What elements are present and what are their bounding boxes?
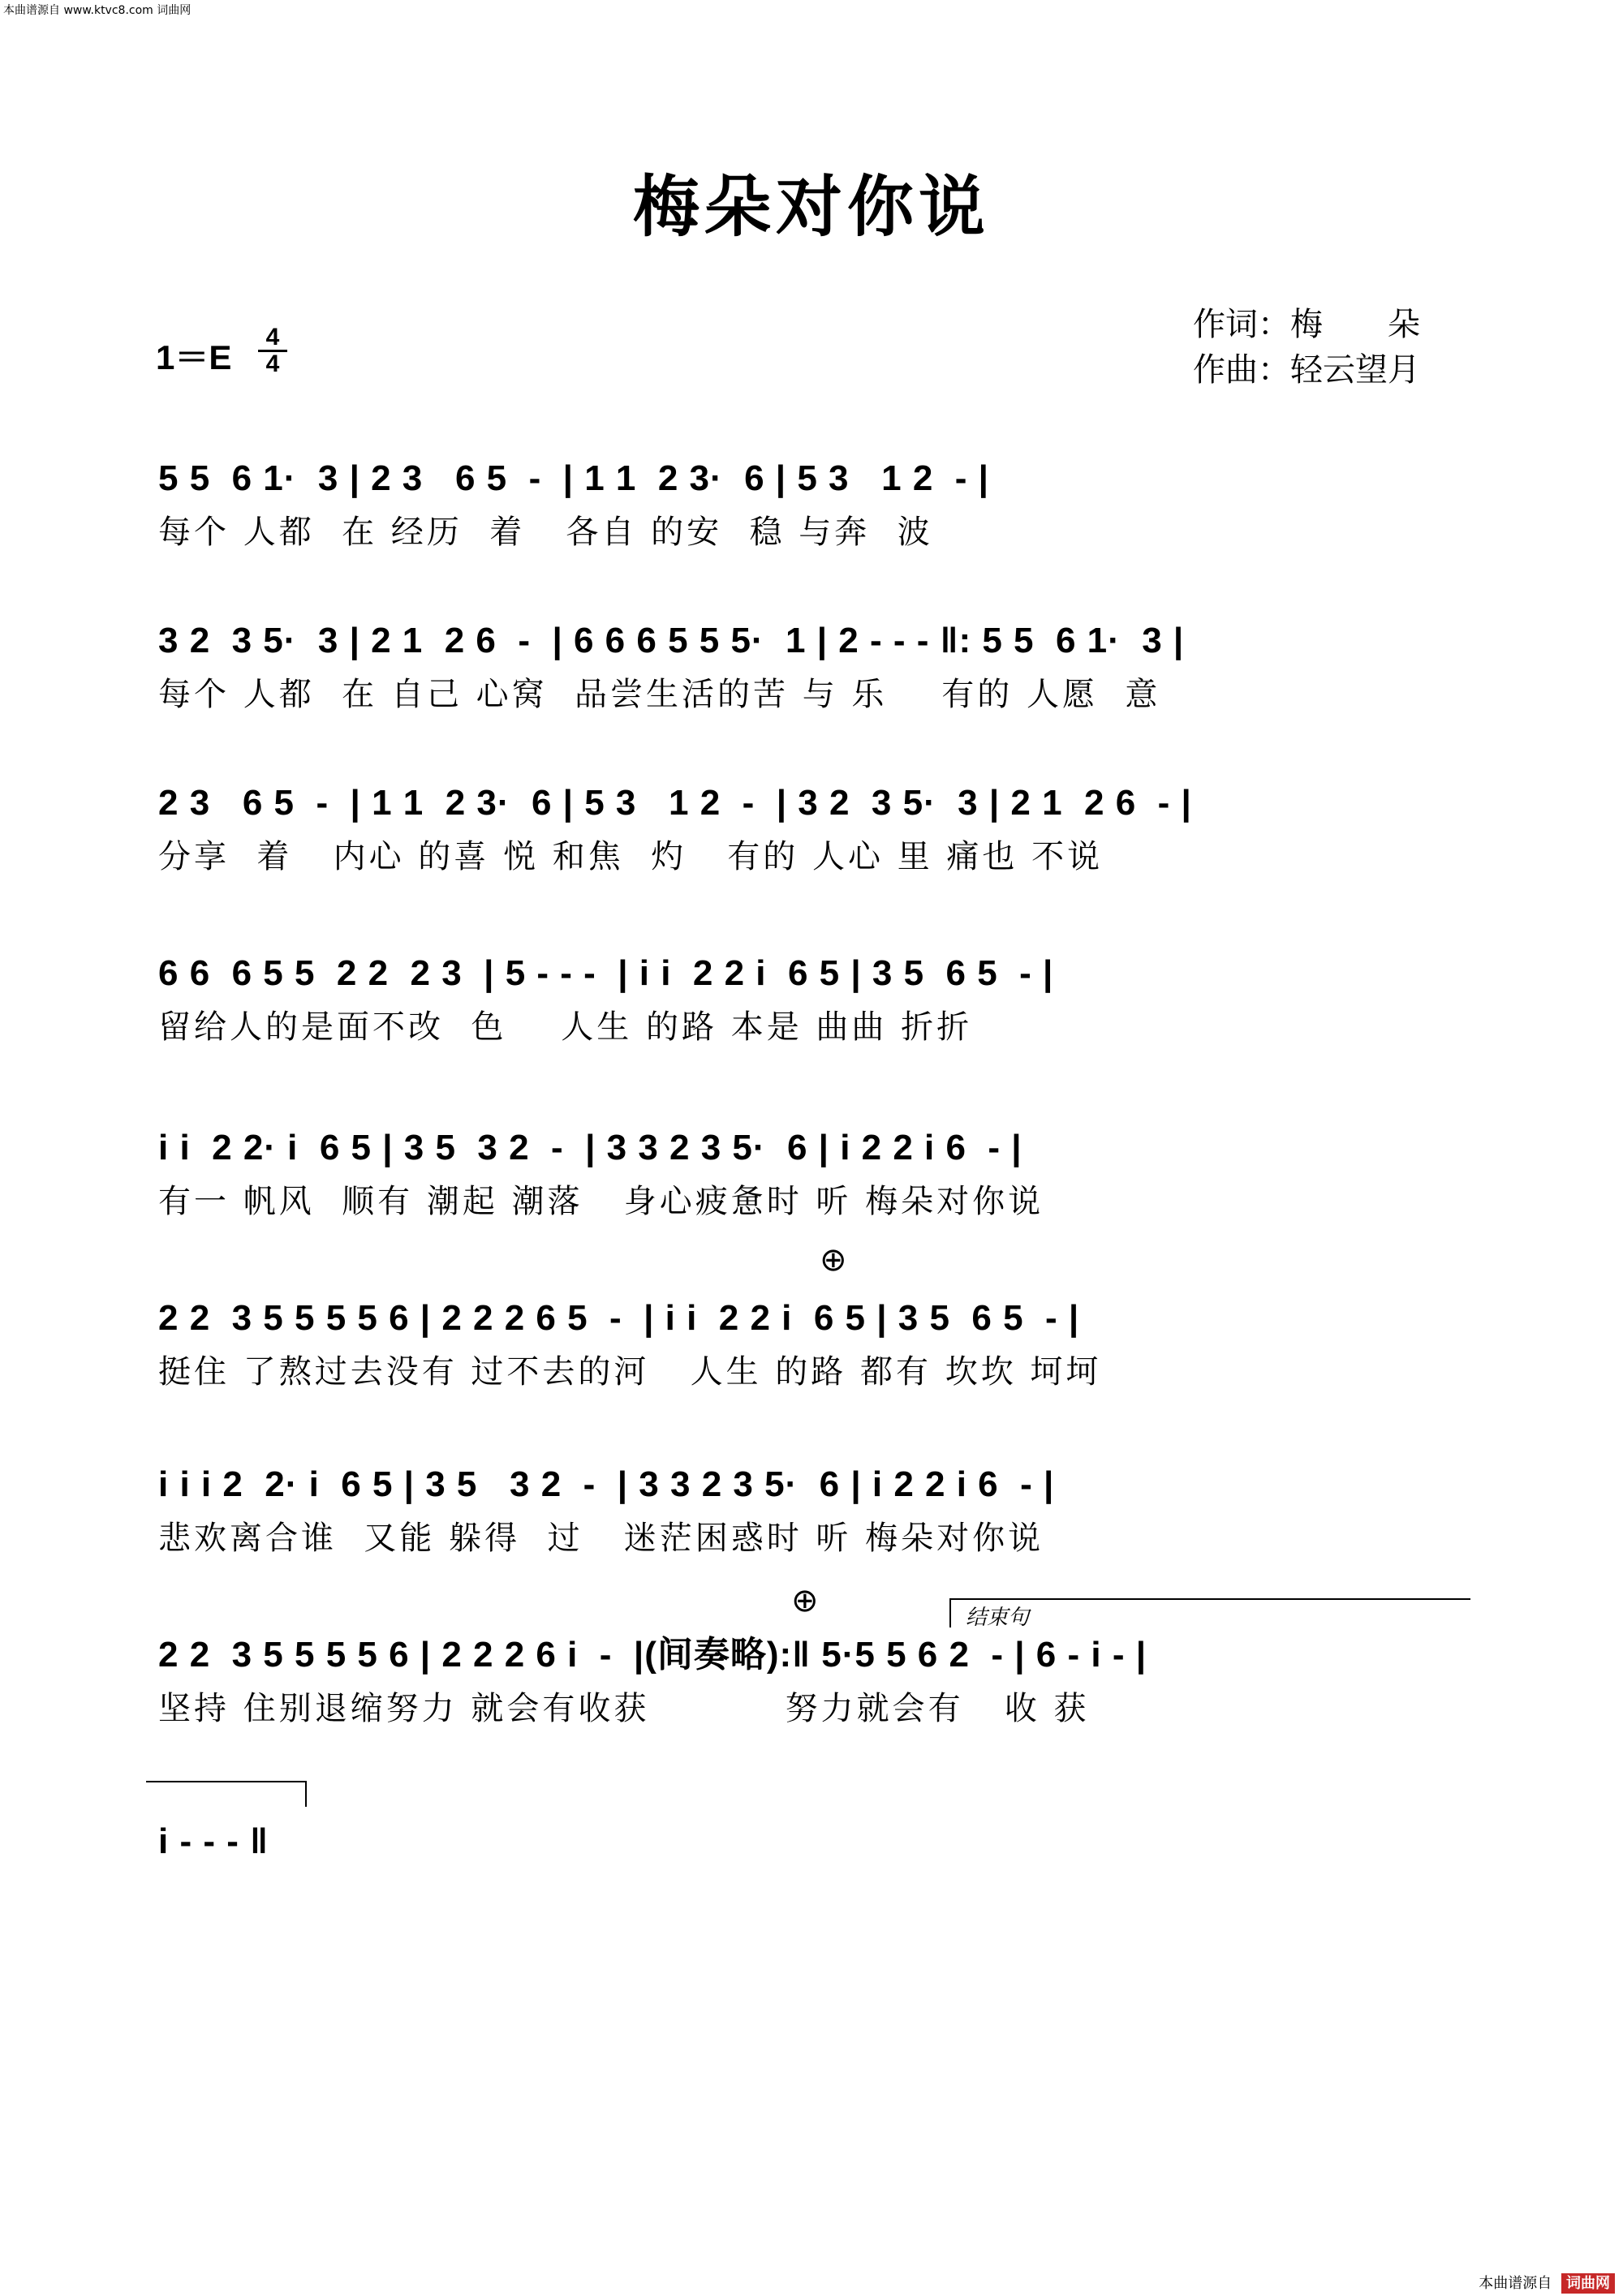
score-system-6 (0, 1294, 1623, 1456)
footer (1474, 2272, 1615, 2293)
time-signature-bottom: 4 (265, 350, 280, 377)
score-system-1 (0, 454, 1623, 617)
page-title: 梅朵对你说 (632, 168, 990, 246)
lyric-line: 每个 人都 在 自己 心窝 品尝生活的苦 与 乐 有的 人愿 意 (158, 676, 1161, 713)
final-notation: i - - - ‖ (158, 1821, 269, 1861)
lyric-line: 挺住 了熬过去没有 过不去的河 人生 的路 都有 坎坎 坷坷 (158, 1353, 1102, 1391)
lyric-line: 有一 帆风 顺有 潮起 潮落 身心疲惫时 听 梅朵对你说 (158, 1183, 1044, 1220)
score-system-5 (0, 1124, 1623, 1286)
notation-line: 6 6 6 5 5 2 2 2 3 | 5 - - - | i i 2 2 i 6 5 | 3 5 6 5 - | (158, 953, 1054, 993)
notation-line: 2 2 3 5 5 5 5 6 | 2 2 2 6 5 - | i i 2 2 i 6 5 | 3 5 6 5 - | (158, 1298, 1080, 1338)
composer-credit: 作曲：轻云望月 (1193, 351, 1420, 389)
lyric-line: 坚持 住别退缩努力 就会有收获 努力就会有 收 获 (158, 1690, 1090, 1727)
score-system-3 (0, 779, 1623, 941)
notation-line: 2 2 3 5 5 5 5 6 | 2 2 2 6 i - |(间奏略):‖ 5·5 5 6 2 - | 6 - i - | (158, 1635, 1147, 1675)
score-system-2 (0, 617, 1623, 779)
notation-line: 3 2 3 5· 3 | 2 1 2 6 - | 6 6 6 5 5 5· 1 | 2 - - - ‖: 5 5 6 1· 3 | (158, 621, 1185, 660)
score-system-4 (0, 949, 1623, 1111)
lyric-line: 每个 人都 在 经历 着 各自 的安 稳 与奔 波 (158, 514, 933, 551)
notation-line: 2 3 6 5 - | 1 1 2 3· 6 | 5 3 1 2 - | 3 2 3 5· 3 | 2 1 2 6 - | (158, 783, 1192, 823)
time-signature-top: 4 (265, 324, 280, 350)
notation-line: i i i 2 2· i 6 5 | 3 5 3 2 - | 3 3 2 3 5· 6 | i 2 2 i 6 - | (158, 1464, 1055, 1504)
coda-icon: ⊕ (791, 1582, 819, 1619)
ending-label: 结束句 (966, 1606, 1030, 1630)
credits (1193, 302, 1420, 393)
coda-icon: ⊕ (820, 1241, 847, 1279)
footer-source: 本曲谱源自 (1479, 2275, 1552, 2292)
lyric-line: 悲欢离合谁 又能 躲得 过 迷茫困惑时 听 梅朵对你说 (158, 1520, 1044, 1557)
header-source-text: 本曲谱源自 www.ktvc8.com 词曲网 (3, 4, 192, 17)
notation-line: i i 2 2· i 6 5 | 3 5 3 2 - | 3 3 2 3 5· 6 | i 2 2 i 6 - | (158, 1128, 1022, 1167)
notation-line: 5 5 6 1· 3 | 2 3 6 5 - | 1 1 2 3· 6 | 5 3 1 2 - | (158, 458, 989, 498)
final-bracket (146, 1781, 307, 1807)
footer-logo: 词曲网 (1561, 2273, 1615, 2294)
lyric-line: 分享 着 内心 的喜 悦 和焦 灼 有的 人心 里 痛也 不说 (158, 838, 1104, 875)
lyric-line: 留给人的是面不改 色 人生 的路 本是 曲曲 折折 (158, 1008, 973, 1046)
score-system-8 (0, 1631, 1623, 1793)
lyricist-credit: 作词：梅 朵 (1193, 306, 1420, 343)
time-signature (258, 326, 287, 376)
key-signature: 1＝E (156, 338, 232, 376)
